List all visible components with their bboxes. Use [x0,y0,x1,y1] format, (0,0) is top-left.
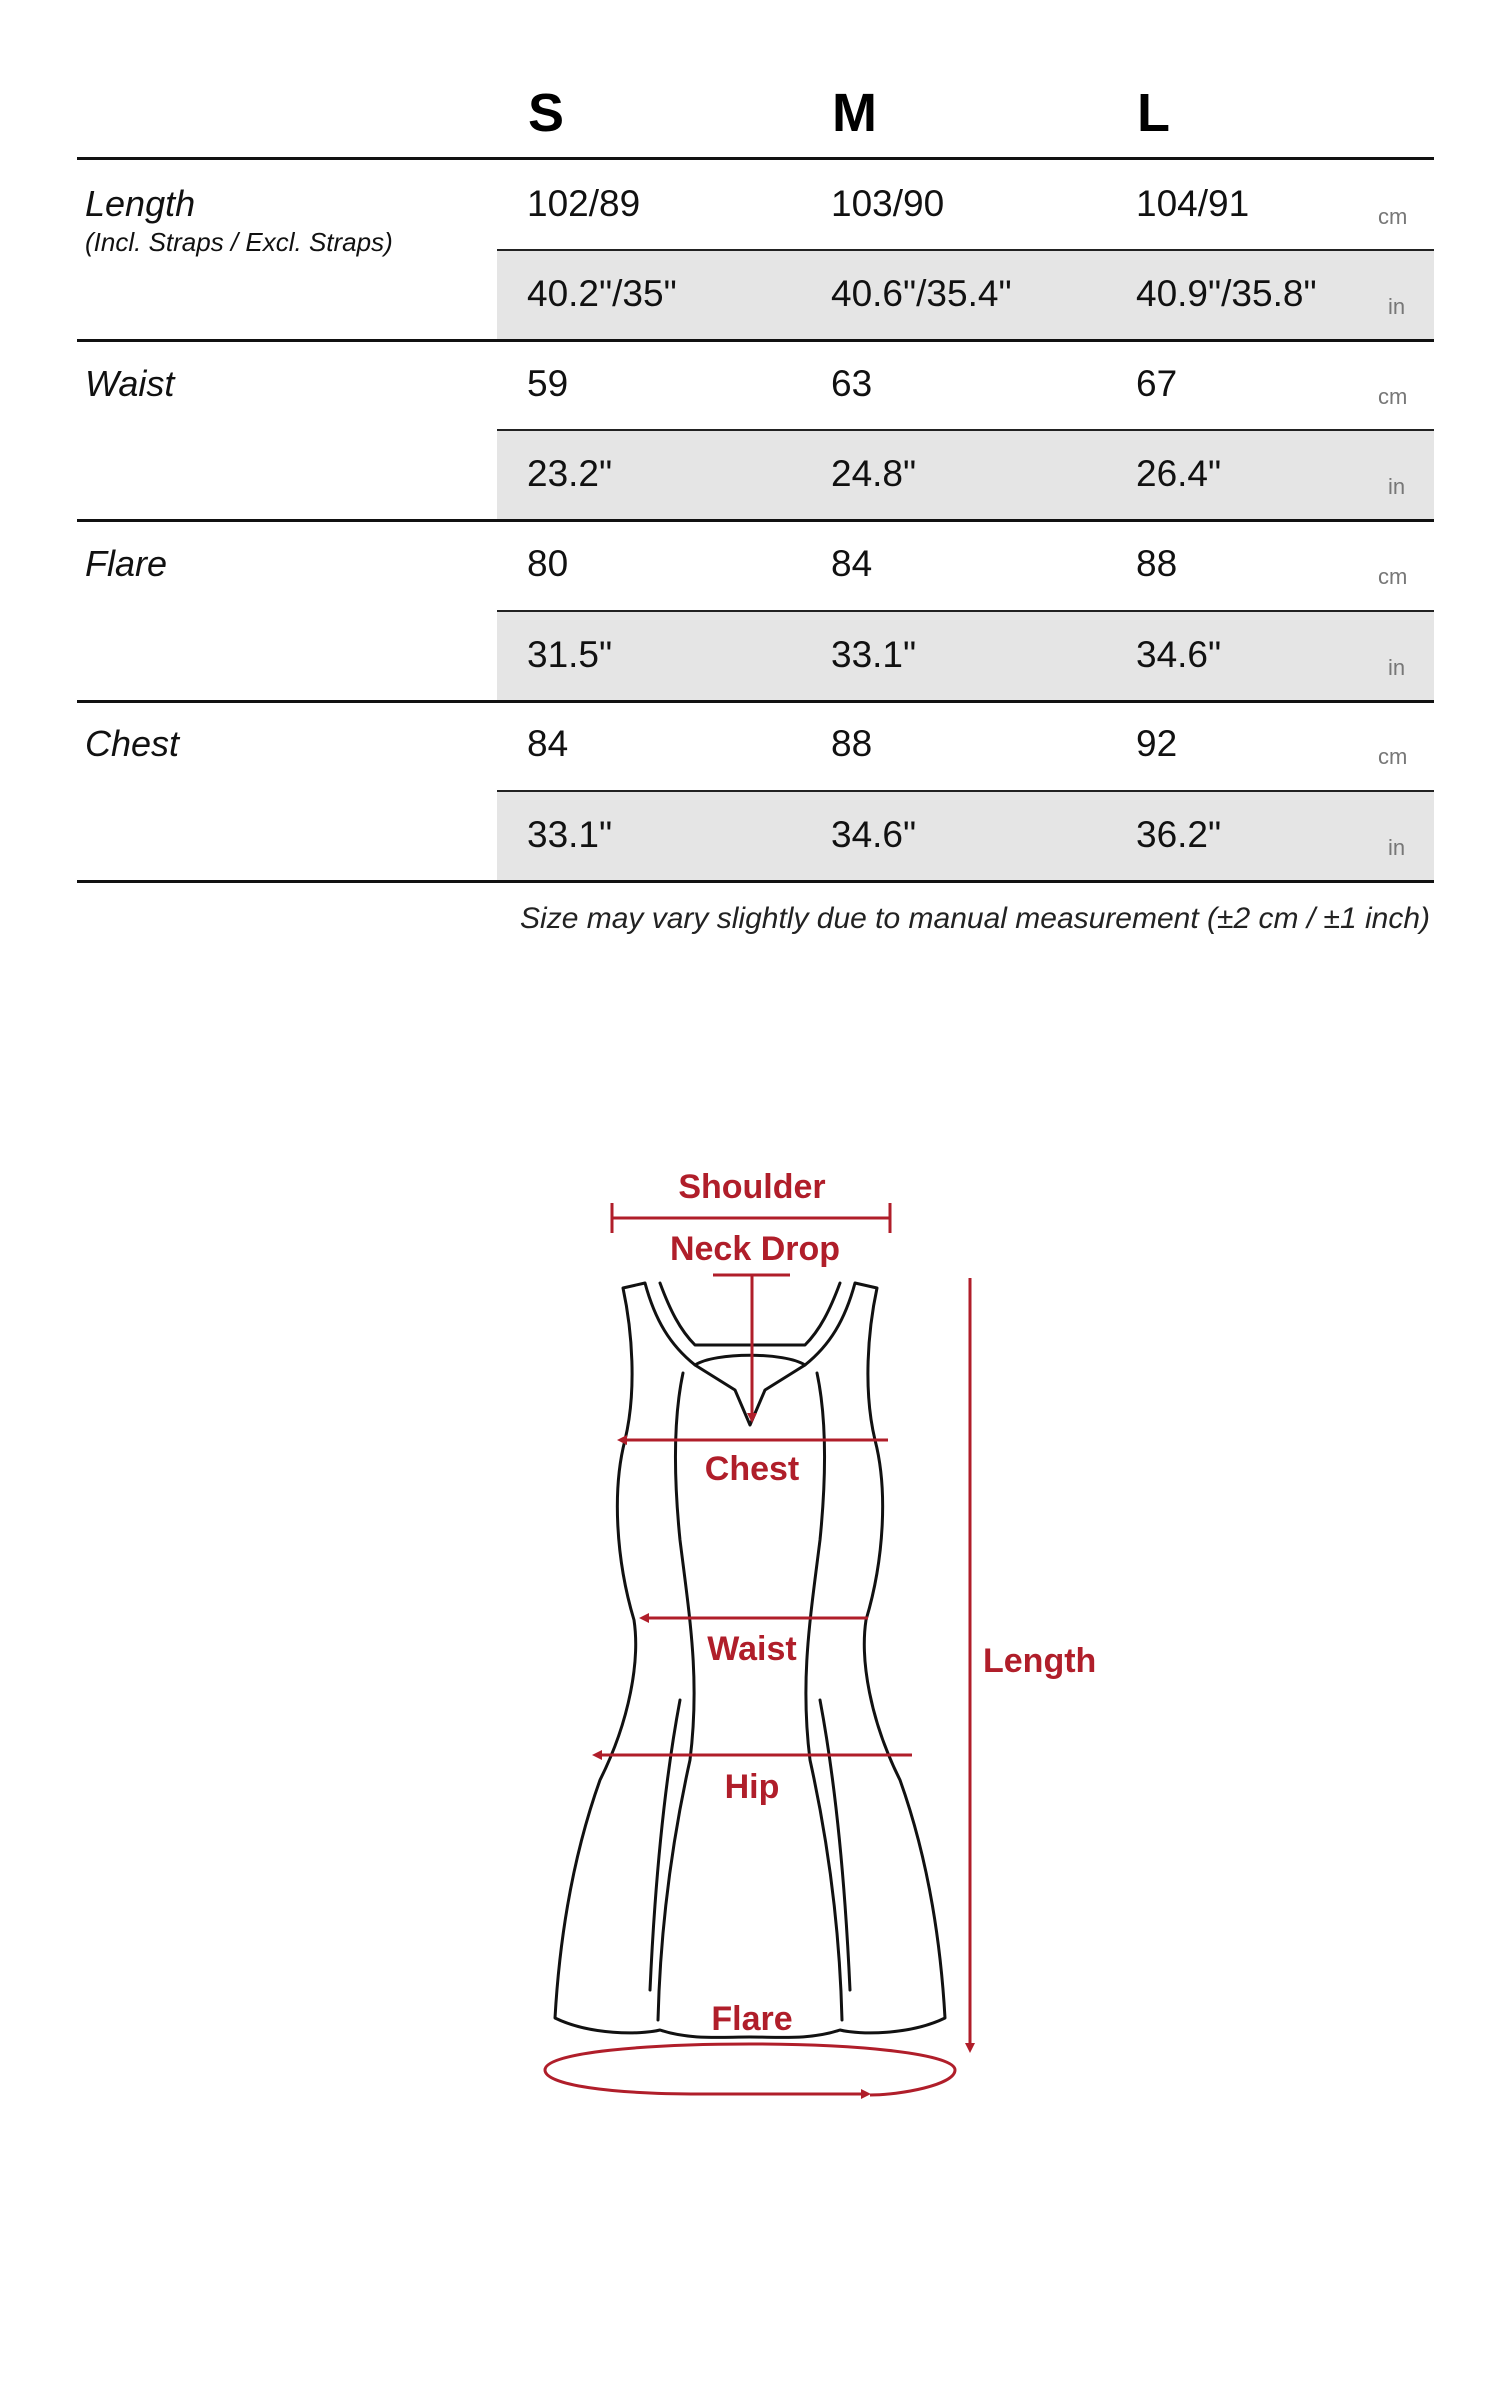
length-in-l: 40.9"/35.8" [1136,273,1317,314]
row-label-flare: Flare [85,543,168,584]
unit-cm: cm [1378,564,1408,589]
chest-in-l: 36.2" [1136,814,1222,855]
chest-label: Chest [704,1450,800,1488]
waist-cm-m: 63 [831,363,873,404]
chest-cm-s: 84 [527,723,569,764]
length-cm-s: 102/89 [527,183,641,224]
unit-cm: cm [1378,204,1408,229]
chest-cm-l: 92 [1136,723,1178,764]
waist-cm-s: 59 [527,363,569,404]
waist-cm-l: 67 [1136,363,1178,404]
chest-in-m: 34.6" [831,814,917,855]
waist-in-s: 23.2" [527,453,613,494]
row-label-waist: Waist [85,363,175,404]
row-label-length: Length [85,183,196,224]
flare-cm-s: 80 [527,543,569,584]
length-cm-m: 103/90 [831,183,945,224]
flare-in-m: 33.1" [831,634,917,675]
neck-drop-label: Neck Drop [669,1230,841,1268]
unit-cm: cm [1378,384,1408,409]
length-in-m: 40.6"/35.4" [831,273,1012,314]
flare-cm-l: 88 [1136,543,1178,584]
measurement-note: Size may vary slightly due to manual measurement (±2 cm / ±1 inch) [520,902,1430,935]
shoulder-measure [612,1203,890,1233]
chest-in-s: 33.1" [527,814,613,855]
hip-label: Hip [724,1768,780,1806]
length-label: Length [983,1642,1097,1680]
waist-in-m: 24.8" [831,453,917,494]
row-label-chest: Chest [85,723,180,764]
flare-cm-m: 84 [831,543,873,584]
flare-in-l: 34.6" [1136,634,1222,675]
waist-in-l: 26.4" [1136,453,1222,494]
unit-in: in [1388,474,1406,499]
size-header-l: L [1137,83,1170,143]
length-in-s: 40.2"/35" [527,273,677,314]
length-cm-l: 104/91 [1136,183,1250,224]
size-header-s: S [528,83,565,143]
flare-ellipse [545,2044,955,2095]
chest-cm-m: 88 [831,723,873,764]
shoulder-label: Shoulder [678,1168,826,1206]
flare-in-s: 31.5" [527,634,613,675]
row-sublabel-length: (Incl. Straps / Excl. Straps) [85,227,393,257]
size-header-m: M [832,83,877,143]
unit-in: in [1388,294,1406,319]
unit-cm: cm [1378,744,1408,769]
waist-label: Waist [707,1630,797,1668]
unit-in: in [1388,655,1406,680]
flare-label: Flare [711,2000,793,2038]
unit-in: in [1388,835,1406,860]
